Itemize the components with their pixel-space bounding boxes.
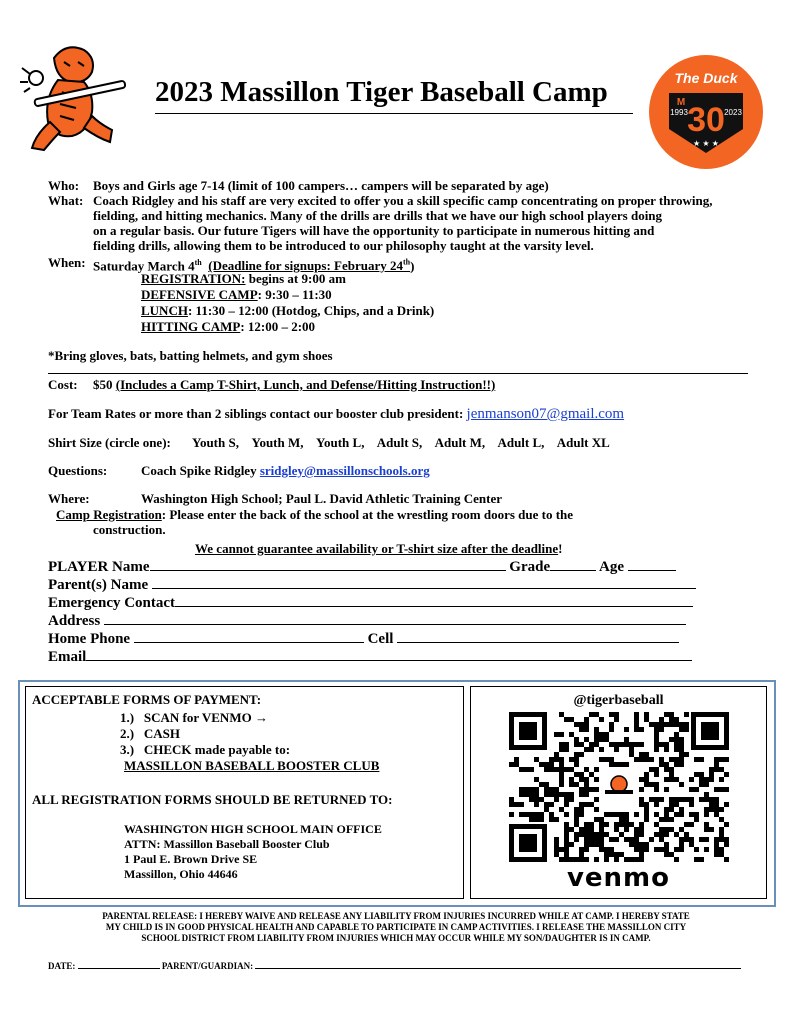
cell-field[interactable] (397, 629, 679, 643)
address-line: WASHINGTON HIGH SCHOOL MAIN OFFICE (124, 822, 382, 836)
signature-row (48, 960, 741, 972)
when-label: When: (48, 255, 86, 270)
emergency-label: Emergency Contact (48, 595, 176, 611)
camp-registration-text: : Please enter the back of the school at the wrestling room doors due to the (161, 507, 574, 522)
questions-label: Questions: (48, 463, 108, 478)
bring-note: *Bring gloves, bats, batting helmets, and gym shoes (48, 348, 333, 363)
schedule-label: REGISTRATION: (141, 271, 246, 286)
cell-label: Cell (367, 631, 394, 647)
who-text: Boys and Girls age 7-14 (limit of 100 campers… campers will be separated by age) (93, 178, 549, 193)
guardian-signature-field[interactable] (255, 960, 741, 969)
schedule-text: begins at 9:00 am (245, 271, 346, 286)
what-line: on a regular basis. Our future Tigers will have the opportunity to participate in numerous hitting and (93, 223, 655, 238)
cost-amount: $50 (93, 377, 113, 392)
camp-registration-note (56, 507, 573, 522)
payee-name: MASSILLON BASEBALL BOOSTER CLUB (124, 758, 380, 773)
guarantee-text: We cannot guarantee availability or T-shirt size after the deadline (195, 541, 559, 556)
where-text: Washington High School; Paul L. David Athletic Training Center (141, 491, 503, 506)
release-line: MY CHILD IS IN GOOD PHYSICAL HEALTH AND CAPABLE TO PARTICIPATE IN CAMP ACTIVITIES. I RELEASE THE MASSILLON CITY (105, 922, 687, 932)
deadline-text: (Deadline for signups: February 24 (208, 258, 403, 274)
address-line: Massillon, Ohio 44646 (124, 867, 238, 881)
tiger-mascot-logo (14, 38, 132, 156)
coach-email-link[interactable]: sridgley@massillonschools.org (259, 463, 430, 478)
cost-line (93, 377, 495, 392)
camp-registration-text-2: construction. (93, 522, 166, 537)
email-row (48, 647, 692, 666)
release-line: PARENTAL RELEASE: I HEREBY WAIVE AND RELEASE ANY LIABILITY FROM INJURIES INCURRED WHILE AT CAMP. I HEREBY STATE (102, 911, 690, 921)
the-duck-30-badge (647, 53, 765, 171)
schedule-defensive (141, 287, 332, 302)
venmo-box (470, 686, 767, 899)
emergency-row (48, 593, 693, 612)
player-name-field[interactable] (150, 557, 506, 571)
schedule-label: HITTING CAMP (141, 319, 241, 334)
guarantee-note (195, 541, 563, 556)
shirt-size-option[interactable]: Adult XL (556, 435, 610, 450)
what-line: Coach Ridgley and his staff are very excited to offer you a skill specific camp concentrating on proper throwing, (93, 193, 713, 208)
payment-item-num: 3.) (120, 742, 135, 757)
address-row (48, 611, 686, 630)
cost-label: Cost: (48, 377, 78, 392)
player-name-label: PLAYER Name (48, 559, 150, 575)
schedule-text: : 11:30 – 12:00 (Hotdog, Chips, and a Drink) (187, 303, 435, 318)
badge-year-start: 1993 (670, 108, 688, 117)
shirt-size-option[interactable]: Youth S, (192, 435, 239, 450)
age-label: Age (599, 559, 625, 575)
badge-year-end: 2023 (724, 108, 742, 117)
home-phone-field[interactable] (134, 629, 364, 643)
team-rates-text: For Team Rates or more than 2 siblings contact our booster club president: (48, 406, 464, 421)
return-heading: ALL REGISTRATION FORMS SHOULD BE RETURNED TO: (32, 792, 393, 807)
grade-label: Grade (509, 559, 551, 575)
address-line: 1 Paul E. Brown Drive SE (124, 852, 258, 866)
schedule-registration (141, 271, 346, 286)
guarantee-end: ! (558, 541, 563, 556)
badge-stars-icon: ★ ★ ★ (693, 139, 719, 148)
payment-item (120, 742, 290, 757)
player-name-row (48, 557, 676, 576)
shirt-size-option[interactable]: Youth M, (251, 435, 304, 450)
schedule-hitting (141, 319, 315, 334)
venmo-handle: @tigerbaseball (573, 693, 664, 708)
email-field[interactable] (86, 647, 692, 661)
schedule-text: : 9:30 – 11:30 (257, 287, 332, 302)
guardian-label: PARENT/GUARDIAN: (161, 961, 254, 971)
venmo-logo: venmo (566, 863, 671, 893)
shirt-size-option[interactable]: Adult M, (434, 435, 486, 450)
venmo-qr-code[interactable] (509, 712, 729, 862)
badge-script: The Duck (674, 70, 738, 86)
address-line: ATTN: Massillon Baseball Booster Club (124, 837, 330, 851)
badge-letter: M (676, 97, 686, 108)
parents-row (48, 575, 696, 594)
schedule-label: LUNCH (141, 303, 188, 318)
where-label: Where: (48, 491, 90, 506)
questions-contact (141, 463, 430, 478)
when-date-sup: th (194, 258, 202, 267)
what-line: fielding, and hitting mechanics. Many of the drills are drills that we have our high school players doing (93, 208, 663, 223)
grade-field[interactable] (550, 557, 596, 571)
email-label: Email (48, 649, 87, 665)
team-rates-email-link[interactable]: jenmanson07@gmail.com (466, 406, 625, 422)
address-field[interactable] (104, 611, 686, 625)
emergency-field[interactable] (175, 593, 693, 607)
what-label: What: (48, 193, 84, 208)
age-field[interactable] (628, 557, 676, 571)
date-field[interactable] (78, 960, 160, 969)
payment-info-box (25, 686, 464, 899)
schedule-lunch (141, 303, 434, 318)
parents-label: Parent(s) Name (48, 577, 149, 593)
badge-number: 30 (687, 101, 725, 139)
deadline-close: ) (410, 258, 415, 274)
who-label: Who: (48, 178, 80, 193)
deadline-sup: th (403, 258, 411, 267)
address-label: Address (48, 613, 101, 629)
payment-item (120, 710, 268, 725)
when-date-text: Saturday March 4 (93, 258, 195, 274)
cost-includes: (Includes a Camp T-Shirt, Lunch, and Defense/Hitting Instruction!!) (115, 377, 496, 392)
release-line: SCHOOL DISTRICT FROM LIABILITY FROM INJURIES WHICH MAY OCCUR WHILE MY SON/DAUGHTER IS IN CAMP. (141, 933, 651, 943)
shirt-size-label: Shirt Size (circle one): (48, 435, 171, 450)
shirt-size-option[interactable]: Adult S, (376, 435, 423, 450)
shirt-size-options (192, 435, 610, 450)
page-title: 2023 Massillon Tiger Baseball Camp (155, 76, 608, 108)
coach-name: Coach Spike Ridgley (141, 463, 257, 478)
date-label: DATE: (48, 961, 76, 971)
divider (48, 373, 748, 374)
schedule-label: DEFENSIVE CAMP (141, 287, 258, 302)
payment-heading: ACCEPTABLE FORMS OF PAYMENT: (32, 692, 262, 707)
payment-item-num: 1.) (120, 710, 135, 725)
camp-registration-label: Camp Registration (56, 507, 162, 522)
payment-item-text: CASH (143, 726, 180, 741)
payment-item-text: CHECK made payable to: (143, 742, 291, 757)
parents-field[interactable] (152, 575, 696, 589)
phone-row (48, 629, 679, 648)
team-rates (48, 406, 624, 422)
shirt-size-option[interactable]: Adult L, (497, 435, 545, 450)
payment-item-text: SCAN for VENMO → (143, 710, 268, 725)
title-underline (155, 113, 633, 114)
what-line: fielding drills, allowing them to be introduced to our philosophy taught at the varsity level. (93, 238, 594, 253)
shirt-size-option[interactable]: Youth L, (316, 435, 365, 450)
payment-item (120, 726, 180, 741)
payment-item-num: 2.) (120, 726, 135, 741)
schedule-text: : 12:00 – 2:00 (240, 319, 316, 334)
home-phone-label: Home Phone (48, 631, 131, 647)
